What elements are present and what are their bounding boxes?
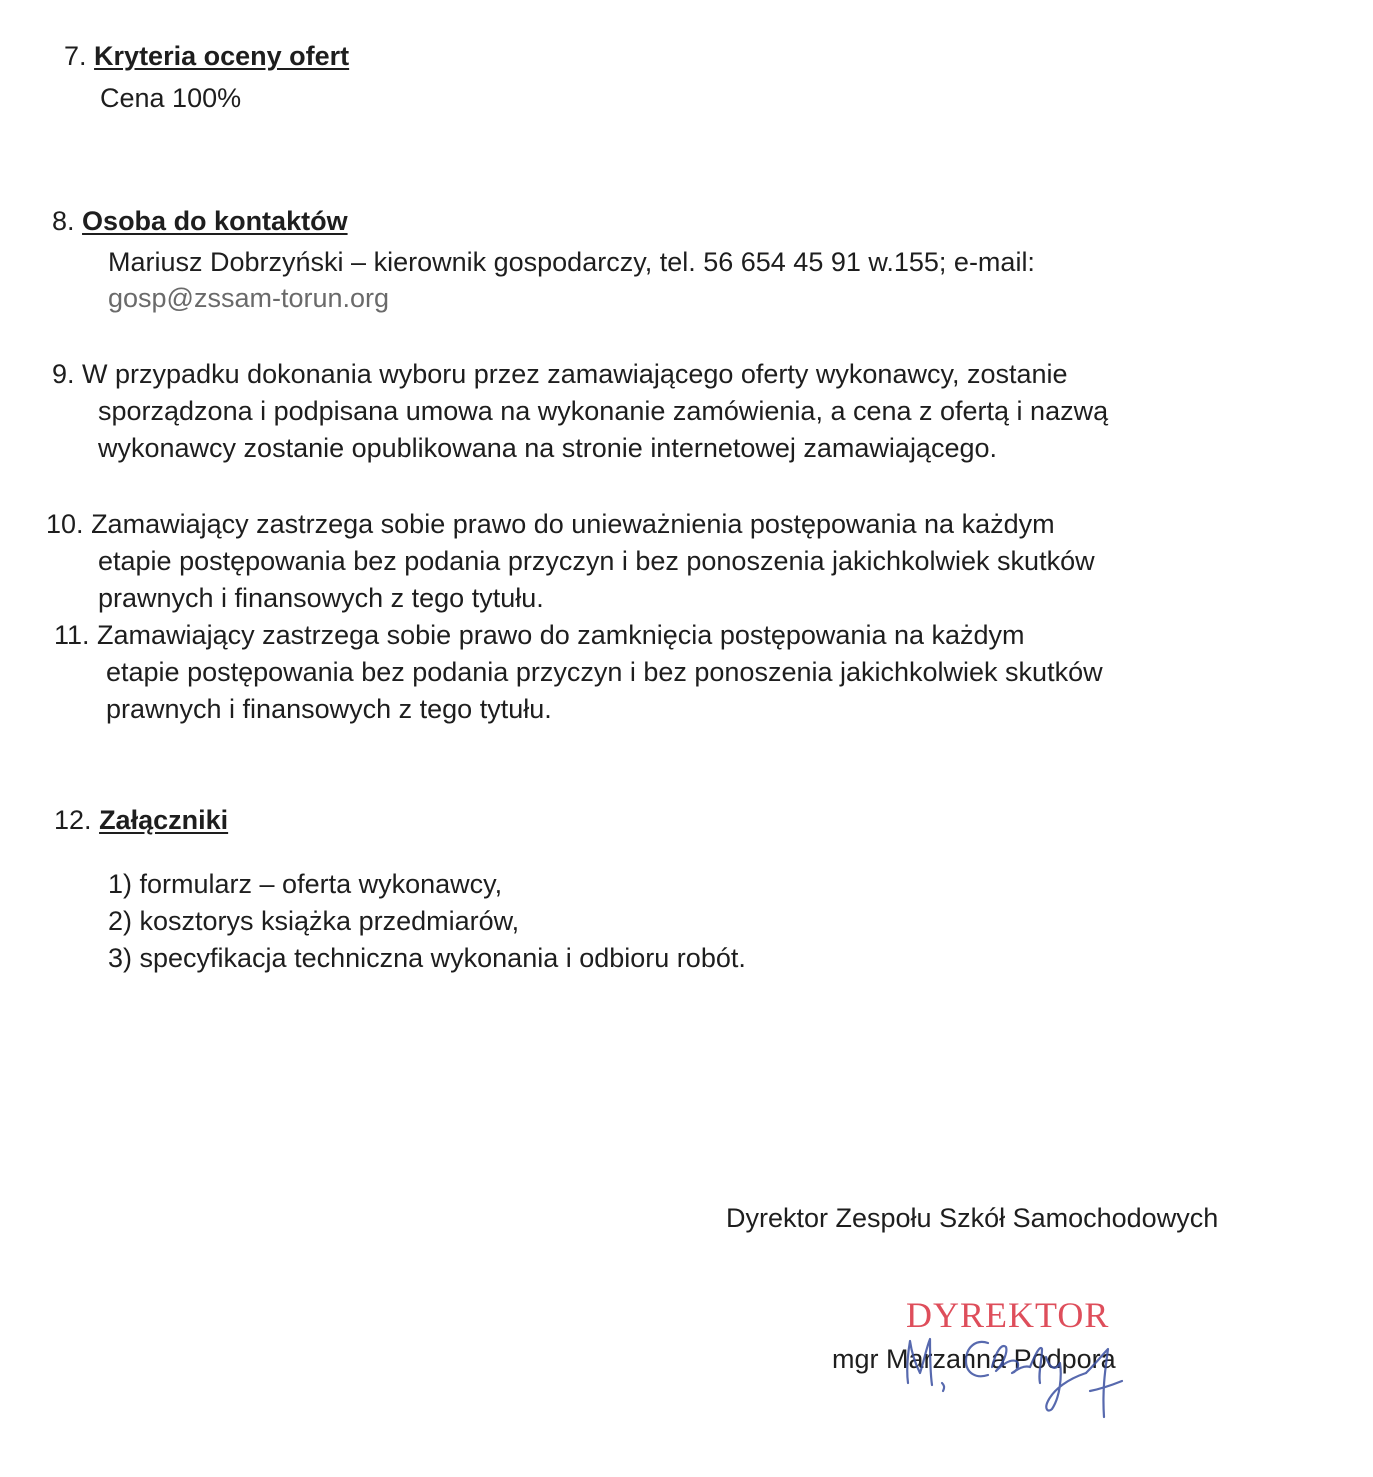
section-10-number: 10. bbox=[46, 509, 84, 539]
section-7-number: 7. bbox=[64, 41, 87, 71]
attachment-item: 1) formularz – oferta wykonawcy, bbox=[108, 869, 503, 899]
signer-name: mgr Marzanna Podpora bbox=[832, 1344, 1116, 1374]
attachment-item: 2) kosztorys książka przedmiarów, bbox=[108, 906, 520, 936]
position-title: Dyrektor Zespołu Szkół Samochodowych bbox=[726, 1203, 1219, 1233]
section-11-line-2: etapie postępowania bez podania przyczyn i bez ponoszenia jakichkolwiek skutków bbox=[106, 657, 1103, 687]
section-10-line-1 bbox=[46, 506, 1055, 542]
section-7-heading bbox=[64, 38, 349, 74]
section-7-body: Cena 100% bbox=[100, 83, 242, 113]
handwritten-signature bbox=[890, 1313, 1160, 1443]
section-12-number: 12. bbox=[54, 805, 92, 835]
section-9-number: 9. bbox=[52, 359, 75, 389]
section-8-title: Osoba do kontaktów bbox=[82, 206, 348, 236]
section-10-line-3: prawnych i finansowych z tego tytułu. bbox=[98, 583, 544, 613]
section-10-text-1: Zamawiający zastrzega sobie prawo do unieważnienia postępowania na każdym bbox=[91, 509, 1055, 539]
section-8-contact: Mariusz Dobrzyński – kierownik gospodarczy, tel. 56 654 45 91 w.155; e-mail: bbox=[108, 247, 1035, 277]
section-8-heading bbox=[52, 203, 348, 239]
section-7-title: Kryteria oceny ofert bbox=[94, 41, 350, 71]
section-12-title: Załączniki bbox=[99, 805, 229, 835]
section-9-line-2: sporządzona i podpisana umowa na wykonanie zamówienia, a cena z ofertą i nazwą bbox=[98, 396, 1109, 426]
signature-block bbox=[820, 1295, 1180, 1445]
section-11-line-1 bbox=[54, 617, 1025, 653]
section-11-line-3: prawnych i finansowych z tego tytułu. bbox=[106, 694, 552, 724]
section-9-line-3: wykonawcy zostanie opublikowana na stronie internetowej zamawiającego. bbox=[98, 433, 998, 463]
attachment-item: 3) specyfikacja techniczna wykonania i odbioru robót. bbox=[108, 943, 746, 973]
section-12-heading bbox=[54, 802, 228, 838]
section-11-text-1: Zamawiający zastrzega sobie prawo do zamknięcia postępowania na każdym bbox=[97, 620, 1025, 650]
section-9-text-1: W przypadku dokonania wyboru przez zamawiającego oferty wykonawcy, zostanie bbox=[82, 359, 1068, 389]
section-10-line-2: etapie postępowania bez podania przyczyn i bez ponoszenia jakichkolwiek skutków bbox=[98, 546, 1095, 576]
stamp-text: DYREKTOR bbox=[906, 1295, 1110, 1335]
section-8-email: gosp@zssam-torun.org bbox=[108, 283, 390, 313]
section-8-number: 8. bbox=[52, 206, 75, 236]
section-11-number: 11. bbox=[54, 620, 90, 650]
section-9-line-1 bbox=[52, 356, 1068, 392]
